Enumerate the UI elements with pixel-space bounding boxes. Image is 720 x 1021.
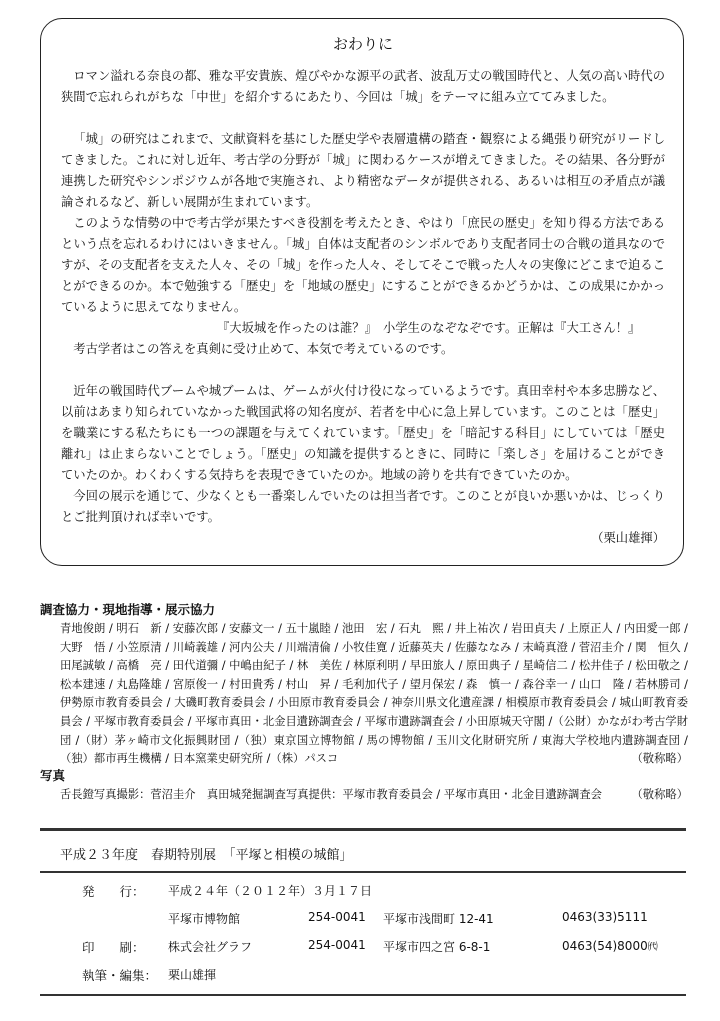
- editor-label: 執筆・編集：: [82, 968, 158, 983]
- afterword-author: （栗山雄揮）: [591, 531, 665, 545]
- afterword-paragraph-2: 「城」の研究はこれまで、文献資料を基にした歴史学や表層遺構の踏査・観察による縄張り研究がリードしてきました。これに対し近年、考古学の分野が「城」に関わるケースが増えてきました。その結果、各分野が連携した研究やシンポジウムが各地で実施され、より精密なデータが提供される、あるいは相互の矛盾点が議論されるなど、新しい展開が生まれています。: [61, 132, 665, 209]
- printer-name: 株式会社グラフ: [168, 940, 253, 954]
- photo-credit: 舌長鐙写真撮影：菅沼圭介 真田城発掘調査写真提供：平塚市教育委員会 / 平塚市真田・北金目遺跡調査会: [60, 788, 602, 801]
- afterword-paragraph-1: ロマン溢れる奈良の都、雅な平安貴族、煌びやかな源平の武者、波乱万丈の戦国時代と、人気の高い時代の狭間で忘れられがちな「中世」を紹介するにあたり、今回は「城」をテーマに組み立ててみました。: [61, 69, 665, 104]
- colophon-top-rule: [40, 828, 686, 831]
- photo-honorific: （敬称略）: [631, 788, 688, 801]
- print-label: 印 刷：: [82, 940, 145, 955]
- issue-label: 発 行：: [82, 884, 145, 899]
- afterword-paragraph-3: このような情勢の中で考古学が果たすべき役割を考えたとき、やはり「庶民の歴史」を知り得る方法であるという点を忘れるわけにはいきません。「城」自体は支配者のシンボルであり支配者同士の合戦の道具なのですが、その支配者を支えた人々、その「城」を作った人々、そしてそこで戦った人々の実像にどこまで迫ることができるのか。本で勉強する「歴史」を「地域の歴史」にすることができるかどうかは、この成果にかかっているように思えてなりません。: [61, 216, 665, 314]
- printer-phone: 0463(54)8000: [562, 939, 648, 953]
- issue-date: 平成２４年（２０１２年）３月１７日: [168, 884, 373, 898]
- publisher-name: 平塚市博物館: [168, 912, 241, 926]
- photo-credit-row: [60, 786, 688, 802]
- afterword-signature-row: [61, 528, 665, 549]
- afterword-quote: 『大坂城を作ったのは誰？』 小学生のなぞなぞです。正解は『大工さん！』: [217, 321, 641, 335]
- afterword-box: [40, 18, 684, 566]
- afterword-title: おわりに: [332, 35, 393, 53]
- printer-zip: 254-0041: [308, 938, 366, 952]
- cooperation-list: [60, 620, 688, 769]
- publisher-address: 平塚市浅間町 12-41: [383, 912, 494, 926]
- printer-phone-suffix: ㈹: [647, 942, 658, 953]
- afterword-paragraph-6: 今回の展示を通じて、少なくとも一番楽しんでいたのは担当者です。このことが良いか悪いかは、じっくりとご批判頂ければ幸いです。: [61, 489, 665, 524]
- cooperation-heading: 調査協力・現地指導・展示協力: [40, 602, 216, 617]
- colophon-mid-rule: [40, 871, 686, 873]
- cooperation-names: 青地俊朗 / 明石 新 / 安藤次郎 / 安藤文一 / 五十嵐睦 / 池田 宏 / 石丸 熙 / 井上祐次 / 岩田貞夫 / 上原正人 / 内田愛一郎 / 大野 悟 / 小笠原清 / 川崎義雄 / 河内公夫 / 川端清倫 / 小牧佳寛 / 近藤英夫 / 佐藤ななみ / 末崎真澄 / 菅沼圭介 / 関 恒久 / 田尾誠敏 / 高橋 亮 / 田代道彌 / 中嶋由紀子 / 林 美佐 / 林原利明 / 早田旅人 / 原田典子 / 星崎信二 / 松井佳子 / 松田敬之 / 松本建速 / 丸島隆雄 / 宮原俊一 / 村田貴秀 / 村山 昇 / 毛利加代子 / 望月保宏 / 森 慎一 / 森谷幸一 / 山口 隆 / 若林勝司 / 伊勢原市教育委員会 / 大磯町教育委員会 / 小田原市教育委員会 / 神奈川県文化遺産課 / 相模原市教育委員会 / 城山町教育委員会 / 平塚市教育委員会 / 平塚市真田・北金目遺跡調査会 / 平塚市遺跡調査会 / 小田原城天守閣 /（公財）かながわ考古学財団 /（財）茅ヶ崎市文化振興財団 /（独）東京国立博物館 / 馬の博物館 / 玉川文化財研究所 / 東海大学校地内遺跡調査団 /（独）都市再生機構 / 日本窯業史研究所 /（株）パスコ: [60, 622, 688, 766]
- publisher-zip: 254-0041: [308, 910, 366, 924]
- publisher-phone: 0463(33)5111: [562, 910, 648, 924]
- cooperation-honorific: （敬称略）: [631, 752, 688, 766]
- photo-heading: 写真: [40, 768, 66, 783]
- afterword-paragraph-5: 近年の戦国時代ブームや城ブームは、ゲームが火付け役になっているようです。真田幸村や本多忠勝など、以前はあまり知られていなかった戦国武将の知名度が、若者を中心に急上昇しています。このことは「歴史」を職業にする私たちにも一つの課題を与えてくれています。「歴史」を「暗記する科目」にしていては「歴史離れ」は止まらないことでしょう。「歴史」の知識を提供するときに、同時に「楽しさ」を届けることができていたのか。わくわくする気持ちを表現できていたのか。地域の誇りを共有できていたのか。: [61, 384, 665, 482]
- colophon-bottom-rule: [40, 994, 686, 996]
- printer-phone-group: [562, 938, 658, 953]
- editor-name: 栗山雄揮: [168, 968, 217, 982]
- printer-address: 平塚市四之宮 6-8-1: [383, 940, 491, 954]
- afterword-paragraph-4: 考古学者はこの答えを真剣に受け止めて、本気で考えているのです。: [73, 342, 454, 356]
- exhibition-title: 平成２３年度 春期特別展 「平塚と相模の城館」: [60, 848, 353, 863]
